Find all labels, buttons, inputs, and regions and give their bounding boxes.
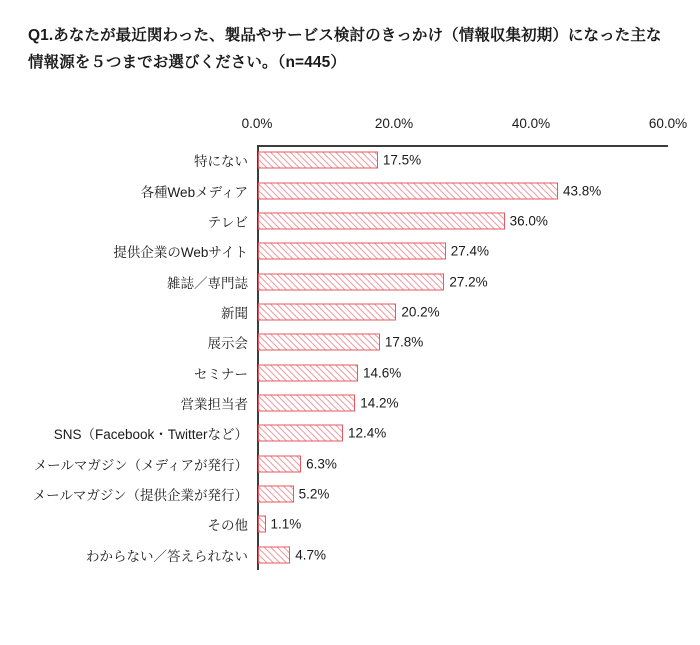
value-label: 27.4%	[450, 243, 489, 259]
bar	[258, 243, 446, 260]
category-label: わからない／答えられない	[86, 548, 248, 564]
value-label: 14.2%	[360, 395, 399, 411]
bar	[258, 516, 266, 533]
x-axis-tick-1: 20.0%	[374, 116, 414, 131]
bar-row	[180, 388, 668, 418]
bar	[258, 425, 343, 442]
category-label: セミナー	[194, 366, 248, 382]
category-label: 各種Webメディア	[140, 184, 248, 200]
bar	[258, 273, 444, 290]
category-label: メールマガジン（提供企業が発行）	[32, 488, 248, 504]
bar	[258, 212, 505, 229]
category-label: 営業担当者	[180, 397, 248, 413]
value-label: 20.2%	[401, 304, 440, 320]
bar-row	[86, 540, 668, 570]
bar-row	[53, 418, 668, 448]
bar	[258, 395, 355, 412]
value-label: 12.4%	[347, 425, 387, 441]
x-axis-tick-0: 0.0%	[241, 116, 273, 131]
category-label: 提供企業のWebサイト	[113, 245, 248, 261]
bar-row	[207, 509, 668, 539]
bar	[258, 455, 301, 472]
category-label: テレビ	[207, 214, 248, 230]
value-label: 36.0%	[509, 213, 548, 229]
x-axis-tick-2: 40.0%	[511, 116, 551, 131]
category-label: 展示会	[207, 336, 248, 352]
category-label: 雑誌／専門誌	[167, 275, 248, 291]
bar-chart	[0, 108, 700, 608]
category-label: メールマガジン（メディアが発行）	[33, 457, 248, 473]
bar-row	[113, 236, 668, 266]
bar-row	[207, 327, 668, 357]
bar-row	[207, 206, 668, 236]
bar-row	[33, 449, 668, 479]
category-label: 特にない	[194, 154, 248, 170]
bar	[258, 303, 396, 320]
category-label: その他	[207, 518, 248, 534]
plot-area	[32, 145, 668, 570]
chart-title: Q1.あなたが最近関わった、製品やサービス検討のきっかけ（情報収集初期）になった主な情報源を５つまでお選びください。（n=445）	[28, 27, 662, 72]
bar	[258, 334, 380, 351]
bar-row	[167, 266, 668, 296]
bar	[258, 152, 378, 169]
value-label: 17.5%	[382, 152, 422, 168]
value-label: 5.2%	[298, 486, 330, 502]
value-label: 27.2%	[449, 274, 488, 290]
value-label: 14.6%	[363, 365, 402, 381]
value-label: 43.8%	[563, 183, 602, 199]
bar	[258, 486, 294, 503]
x-axis-tick-3: 60.0%	[648, 116, 688, 131]
value-label: 17.8%	[384, 334, 424, 350]
bar-row	[140, 175, 668, 205]
bar-row	[221, 297, 668, 327]
bar	[258, 546, 290, 563]
category-label: 新聞	[221, 305, 248, 321]
value-label: 6.3%	[306, 456, 337, 472]
bar-row	[194, 145, 668, 175]
bar-row	[32, 479, 668, 509]
bar-row	[194, 358, 668, 388]
bar	[258, 364, 358, 381]
value-label: 4.7%	[295, 547, 326, 563]
value-label: 1.1%	[270, 516, 302, 532]
category-label: SNS（Facebook・Twitterなど）	[53, 427, 248, 443]
x-axis-tick-labels	[0, 108, 700, 138]
bar	[258, 182, 558, 199]
